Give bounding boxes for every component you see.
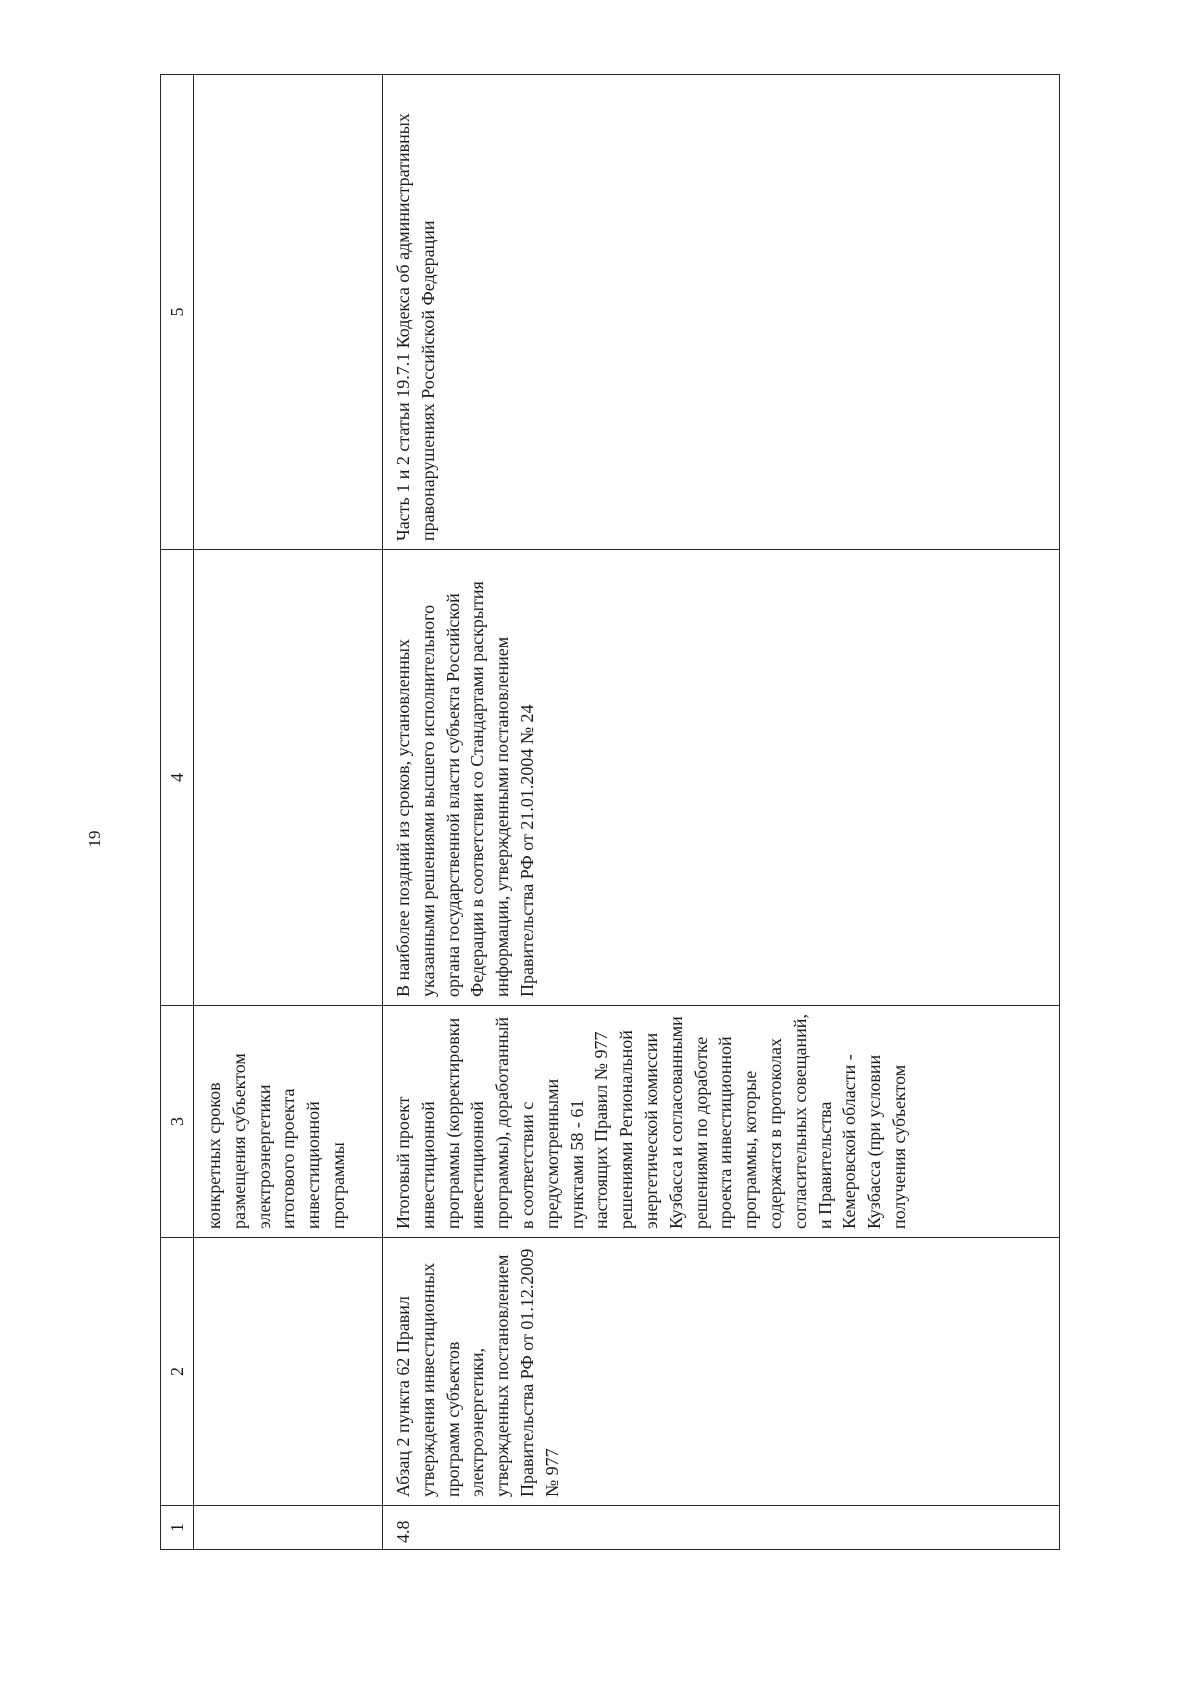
header-cell-1: 1	[161, 1506, 194, 1550]
deadline-cell: В наиболее поздний из сроков, установленных указанными решениями высшего исполнительного органа государственной власти субъекта Российской Федерации в соответствии со Стандартами раскрытия информации, утвержденными постановлением Правительства РФ от 21.01.2004 № 24	[383, 550, 1060, 1006]
header-cell-2: 2	[161, 1238, 194, 1506]
table-row	[194, 75, 383, 1550]
table-header-row	[161, 75, 194, 1550]
table-cell	[194, 550, 383, 1006]
header-cell-5: 5	[161, 75, 194, 550]
liability-cell: Часть 1 и 2 статьи 19.7.1 Кодекса об административных правонарушениях Российской Федерации	[383, 75, 1060, 550]
table-cell	[194, 75, 383, 550]
legal-basis-cell: Абзац 2 пункта 62 Правил утверждения инвестиционных программ субъектов электроэнергетики, утвержденных постановлением Правительства РФ от 01.12.2009 № 977	[383, 1238, 1060, 1506]
table-cell	[194, 1506, 383, 1550]
header-cell-3: 3	[161, 1006, 194, 1238]
page-number: 19	[85, 830, 104, 848]
document-table	[160, 74, 1060, 1550]
table-cell	[194, 1238, 383, 1506]
table-cell: конкретных сроков размещения субъектом электроэнергетики итогового проекта инвестиционной программы	[194, 1006, 383, 1238]
table-row	[383, 75, 1060, 1550]
information-cell: Итоговый проект инвестиционной программы (корректировки инвестиционной программы), доработанный в соответствии с предусмотренными пунктами 58 - 61 настоящих Правил № 977 решениями Региональной энергетической комиссии Кузбасса и согласованными решениями по доработке проекта инвестиционной программы, которые содержатся в протоколах согласительных совещаний, и Правительства Кемеровской области - Кузбасса (при условии получения субъектом	[383, 1006, 1060, 1238]
header-cell-4: 4	[161, 550, 194, 1006]
rotated-table-wrapper	[160, 75, 1060, 1550]
row-number-cell: 4.8	[383, 1506, 1060, 1550]
